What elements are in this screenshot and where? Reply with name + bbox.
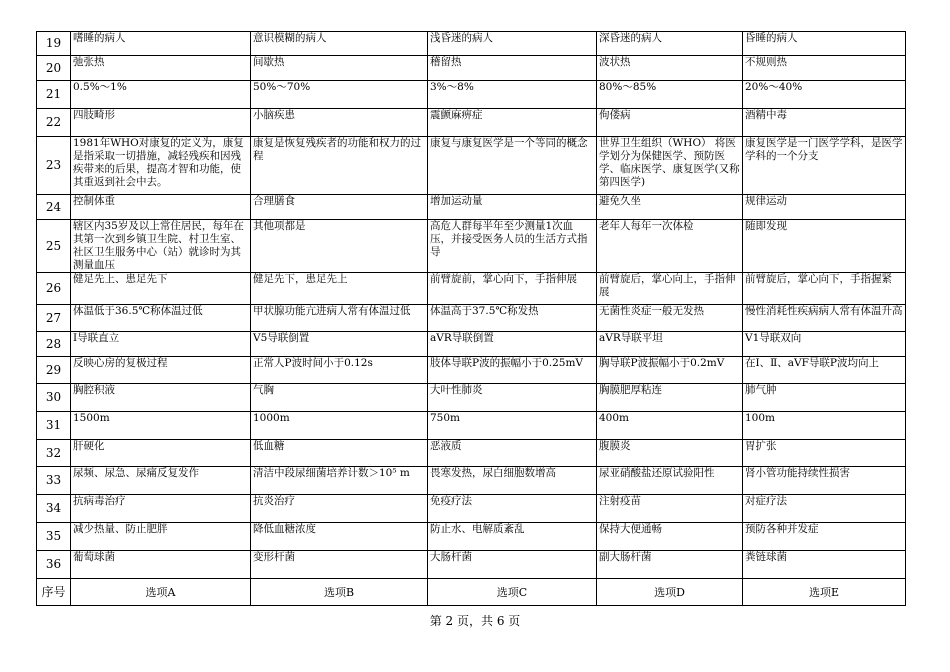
option-cell-e: 规律运动 xyxy=(743,195,906,220)
option-cell-a: 体温低于36.5℃称体温过低 xyxy=(71,305,251,332)
option-cell-d: 保持大便通畅 xyxy=(597,523,743,551)
option-cell-d: 胸导联P波振幅小于0.2mV xyxy=(597,357,743,384)
option-cell-e: V1导联双向 xyxy=(743,332,906,357)
option-cell-b: 抗炎治疗 xyxy=(251,495,428,523)
option-cell-d: 世界卫生组织（WHO） 将医学划分为保健医学、预防医学、临床医学、康复医学(又称第四医学) xyxy=(597,137,743,195)
option-cell-a: 控制体重 xyxy=(71,195,251,220)
header-option-d: 选项D xyxy=(597,579,743,606)
option-cell-a: 减少热量、防止肥胖 xyxy=(71,523,251,551)
header-option-b: 选项B xyxy=(251,579,428,606)
option-cell-c: 大肠杆菌 xyxy=(428,551,597,579)
option-cell-a: 弛张热 xyxy=(71,56,251,81)
option-cell-e: 胃扩张 xyxy=(743,440,906,467)
option-cell-d: 避免久坐 xyxy=(597,195,743,220)
option-cell-b: 正常人P波时间小于0.12s xyxy=(251,357,428,384)
option-cell-b: 合理膳食 xyxy=(251,195,428,220)
option-cell-d: 波状热 xyxy=(597,56,743,81)
header-option-e: 选项E xyxy=(743,579,906,606)
option-cell-c: 高危人群每半年至少测量1次血压，并接受医务人员的生活方式指导 xyxy=(428,220,597,273)
option-cell-c: 体温高于37.5℃称发热 xyxy=(428,305,597,332)
table-row xyxy=(37,109,906,137)
option-cell-b: 变形杆菌 xyxy=(251,551,428,579)
row-number: 36 xyxy=(37,551,71,579)
header-number-label: 序号 xyxy=(37,579,71,606)
option-cell-e: 慢性消耗性疾病病人常有体温升高 xyxy=(743,305,906,332)
option-cell-a: 肝硬化 xyxy=(71,440,251,467)
row-number: 22 xyxy=(37,109,71,137)
option-cell-c: 肢体导联P波的振幅小于0.25mV xyxy=(428,357,597,384)
table-row xyxy=(37,523,906,551)
row-number: 21 xyxy=(37,81,71,109)
option-cell-e: 100m xyxy=(743,412,906,440)
option-cell-d: 老年人每年一次体检 xyxy=(597,220,743,273)
row-number: 29 xyxy=(37,357,71,384)
table-row xyxy=(37,32,906,56)
option-cell-b: 小脑疾患 xyxy=(251,109,428,137)
row-number: 35 xyxy=(37,523,71,551)
table-row xyxy=(37,551,906,579)
option-cell-a: 抗病毒治疗 xyxy=(71,495,251,523)
table-row xyxy=(37,56,906,81)
option-cell-a: 胸腔积液 xyxy=(71,384,251,412)
header-option-a: 选项A xyxy=(71,579,251,606)
option-cell-b: 间歇热 xyxy=(251,56,428,81)
options-table xyxy=(36,31,906,606)
option-cell-a: 1500m xyxy=(71,412,251,440)
option-cell-d: 80%～85% xyxy=(597,81,743,109)
option-cell-c: 3%～8% xyxy=(428,81,597,109)
row-number: 32 xyxy=(37,440,71,467)
row-number: 24 xyxy=(37,195,71,220)
option-cell-a: 辖区内35岁及以上常住居民，每年在其第一次到乡镇卫生院、村卫生室、社区卫生服务中心（站）就诊时为其测量血压 xyxy=(71,220,251,273)
table-row xyxy=(37,440,906,467)
option-cell-e: 酒精中毒 xyxy=(743,109,906,137)
row-number: 25 xyxy=(37,220,71,273)
row-number: 23 xyxy=(37,137,71,195)
option-cell-d: 前臂旋后，掌心向上，手指伸展 xyxy=(597,273,743,305)
table-row xyxy=(37,137,906,195)
row-number: 33 xyxy=(37,467,71,495)
option-cell-a: 嗜睡的病人 xyxy=(71,32,251,56)
option-cell-a: 尿频、尿急、尿痛反复发作 xyxy=(71,467,251,495)
table-row xyxy=(37,332,906,357)
table-row xyxy=(37,220,906,273)
table-row xyxy=(37,273,906,305)
option-cell-e: 随即发现 xyxy=(743,220,906,273)
option-cell-d: 深昏迷的病人 xyxy=(597,32,743,56)
option-cell-c: 750m xyxy=(428,412,597,440)
table-row xyxy=(37,305,906,332)
option-cell-b: 康复是恢复残疾者的功能和权力的过程 xyxy=(251,137,428,195)
option-cell-e: 在Ⅰ、Ⅱ、aVF导联P波均向上 xyxy=(743,357,906,384)
row-number: 30 xyxy=(37,384,71,412)
option-cell-b: 清洁中段尿细菌培养计数＞10⁵ m xyxy=(251,467,428,495)
table-row xyxy=(37,412,906,440)
option-cell-b: 健足先下，患足先上 xyxy=(251,273,428,305)
row-number: 26 xyxy=(37,273,71,305)
option-cell-c: 康复与康复医学是一个等同的概念 xyxy=(428,137,597,195)
option-cell-a: 健足先上、患足先下 xyxy=(71,273,251,305)
table-row xyxy=(37,195,906,220)
option-cell-e: 肺气肿 xyxy=(743,384,906,412)
option-cell-e: 对症疗法 xyxy=(743,495,906,523)
option-cell-e: 不规则热 xyxy=(743,56,906,81)
row-number: 34 xyxy=(37,495,71,523)
option-cell-b: V5导联倒置 xyxy=(251,332,428,357)
option-cell-c: 恶液质 xyxy=(428,440,597,467)
option-cell-d: 注射疫苗 xyxy=(597,495,743,523)
row-number: 28 xyxy=(37,332,71,357)
option-cell-e: 昏睡的病人 xyxy=(743,32,906,56)
option-cell-c: 浅昏迷的病人 xyxy=(428,32,597,56)
option-cell-a: 四肢畸形 xyxy=(71,109,251,137)
row-number: 19 xyxy=(37,32,71,56)
option-cell-d: 400m xyxy=(597,412,743,440)
option-cell-b: 降低血糖浓度 xyxy=(251,523,428,551)
table-row xyxy=(37,384,906,412)
option-cell-e: 前臂旋后，掌心向下，手指握紧 xyxy=(743,273,906,305)
option-cell-c: aVR导联倒置 xyxy=(428,332,597,357)
option-cell-d: aVR导联平坦 xyxy=(597,332,743,357)
option-cell-c: 前臂旋前，掌心向下，手指伸展 xyxy=(428,273,597,305)
table-row xyxy=(37,495,906,523)
option-cell-d: 无菌性炎症一般无发热 xyxy=(597,305,743,332)
table-row xyxy=(37,81,906,109)
option-cell-b: 意识模糊的病人 xyxy=(251,32,428,56)
option-cell-d: 佝偻病 xyxy=(597,109,743,137)
option-cell-c: 增加运动量 xyxy=(428,195,597,220)
option-cell-b: 气胸 xyxy=(251,384,428,412)
option-cell-b: 1000m xyxy=(251,412,428,440)
table-row xyxy=(37,467,906,495)
option-cell-d: 胸膜肥厚粘连 xyxy=(597,384,743,412)
row-number: 27 xyxy=(37,305,71,332)
option-cell-b: 其他项都是 xyxy=(251,220,428,273)
row-number: 31 xyxy=(37,412,71,440)
option-cell-c: 大叶性肺炎 xyxy=(428,384,597,412)
option-cell-e: 预防各种并发症 xyxy=(743,523,906,551)
option-cell-a: 1981年WHO对康复的定义为，康复是指采取一切措施，减轻残疾和因残疾带来的后果，提高才智和功能，使其重返到社会中去。 xyxy=(71,137,251,195)
question-table-sheet xyxy=(36,31,905,606)
option-cell-d: 腹膜炎 xyxy=(597,440,743,467)
option-cell-c: 震颤麻痹症 xyxy=(428,109,597,137)
header-option-c: 选项C xyxy=(428,579,597,606)
option-cell-e: 肾小管功能持续性损害 xyxy=(743,467,906,495)
option-cell-b: 甲状腺功能亢进病人常有体温过低 xyxy=(251,305,428,332)
option-cell-b: 50%～70% xyxy=(251,81,428,109)
option-cell-a: 0.5%～1% xyxy=(71,81,251,109)
option-cell-d: 副大肠杆菌 xyxy=(597,551,743,579)
option-cell-a: 葡萄球菌 xyxy=(71,551,251,579)
option-cell-c: 免疫疗法 xyxy=(428,495,597,523)
option-cell-e: 康复医学是一门医学学科，是医学学科的一个分支 xyxy=(743,137,906,195)
option-cell-c: 畏寒发热，尿白细胞数增高 xyxy=(428,467,597,495)
option-cell-c: 防止水、电解质紊乱 xyxy=(428,523,597,551)
header-row xyxy=(37,579,906,606)
option-cell-e: 20%～40% xyxy=(743,81,906,109)
table-row xyxy=(37,357,906,384)
option-cell-a: Ⅰ导联直立 xyxy=(71,332,251,357)
option-cell-e: 粪链球菌 xyxy=(743,551,906,579)
option-cell-b: 低血糖 xyxy=(251,440,428,467)
option-cell-d: 尿亚硝酸盐还原试验阳性 xyxy=(597,467,743,495)
option-cell-a: 反映心房的复极过程 xyxy=(71,357,251,384)
option-cell-c: 稽留热 xyxy=(428,56,597,81)
row-number: 20 xyxy=(37,56,71,81)
page-footer: 第 2 页，共 6 页 xyxy=(429,614,521,628)
